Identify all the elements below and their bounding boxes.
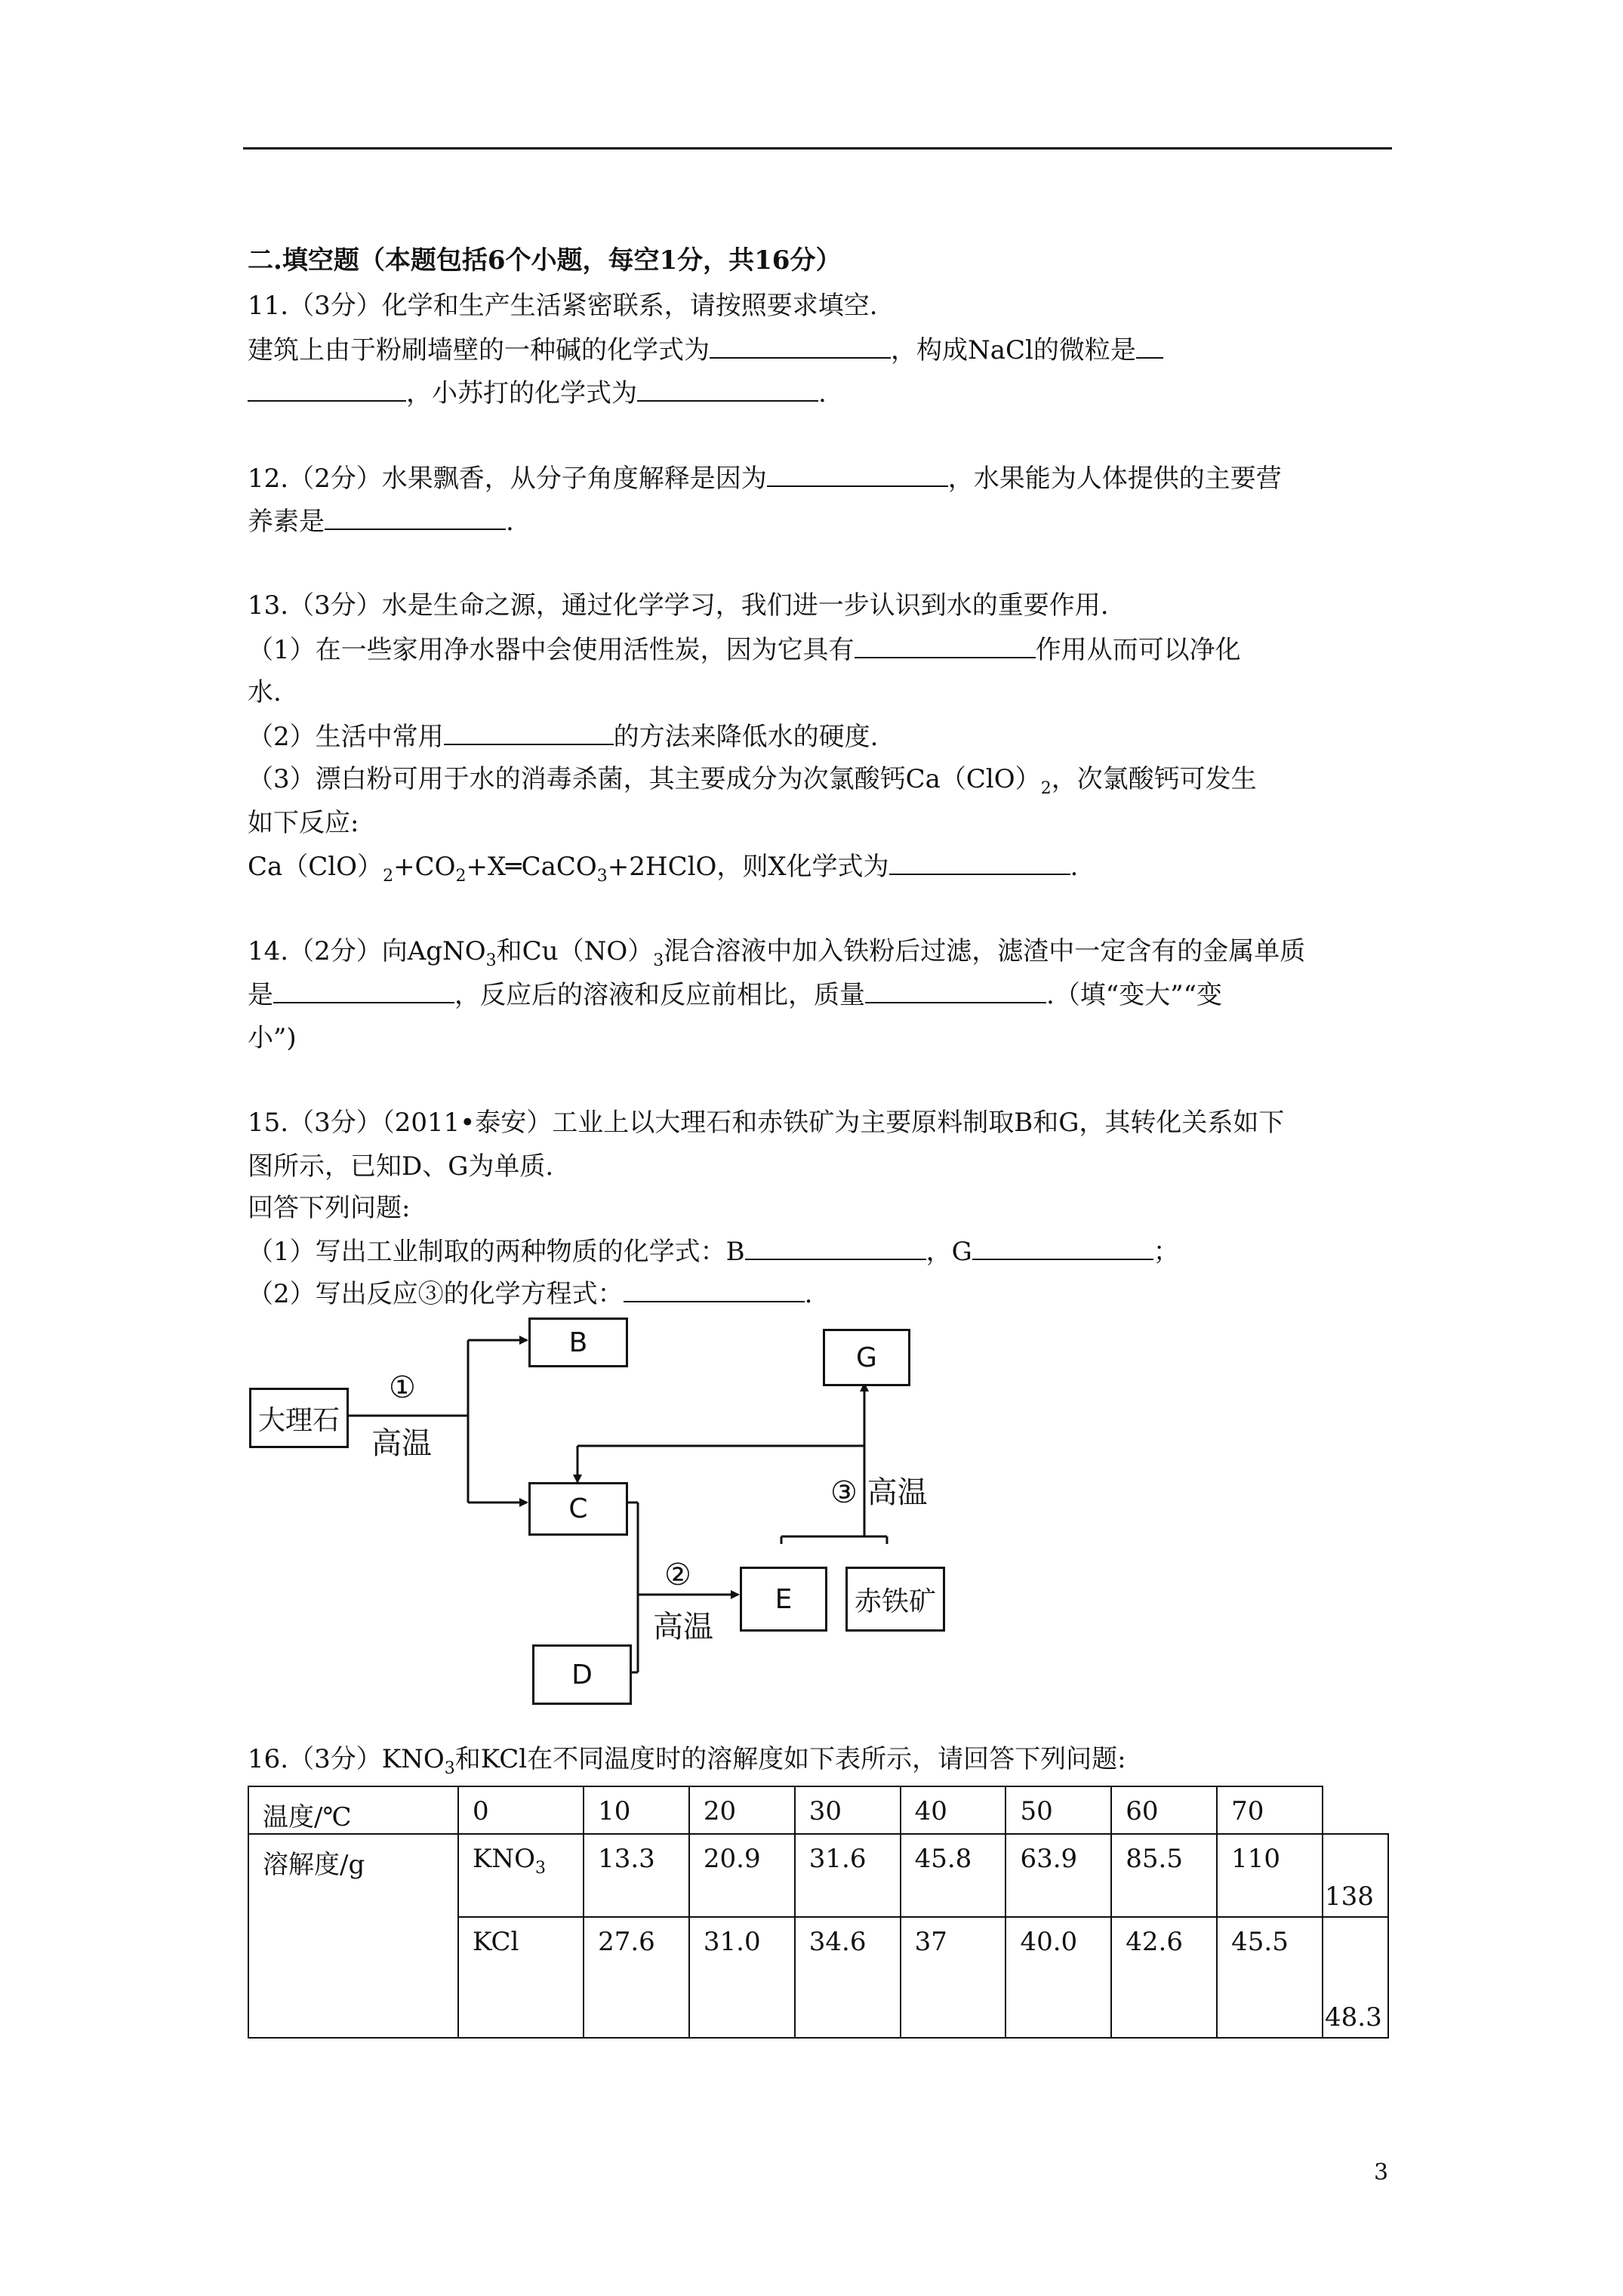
q13-line3: 水.	[248, 677, 282, 707]
subscript: 2	[455, 866, 467, 886]
table-cell: 60	[1111, 1786, 1217, 1834]
subscript: 3	[485, 951, 497, 970]
table-cell: 31.0	[689, 1917, 795, 2038]
node-B: B	[528, 1318, 628, 1367]
q13-line2	[248, 634, 1241, 665]
q16-text: 16.（3分）KNO	[248, 1744, 445, 1774]
reaction-3-label: ③ 高温	[830, 1475, 928, 1510]
q14-line2	[248, 979, 1222, 1010]
node-G: G	[823, 1329, 910, 1386]
table-cell: 20	[689, 1786, 795, 1834]
section-title: 二.填空题（本题包括6个小题，每空1分，共16分）	[248, 245, 842, 276]
table-cell: 45.8	[901, 1834, 1006, 1917]
subscript: 2	[383, 866, 394, 886]
answer-blank[interactable]	[1136, 334, 1163, 359]
q12-text: ，水果能为人体提供的主要营	[947, 464, 1282, 494]
q15-text: （1）写出工业制取的两种物质的化学式：B	[248, 1237, 745, 1267]
q12-line2	[248, 506, 514, 537]
q13-text: （3）漂白粉可用于水的消毒杀菌，其主要成分为次氯酸钙Ca（ClO）	[248, 764, 1041, 794]
q13-text: 的方法来降低水的硬度.	[613, 722, 879, 752]
node-E: E	[740, 1567, 827, 1632]
q12-text: .	[506, 507, 514, 537]
q15-text: （2）写出反应③的化学方程式：	[248, 1279, 624, 1309]
answer-blank[interactable]	[624, 1278, 805, 1302]
table-cell: 34.6	[795, 1917, 901, 2038]
page-number: 3	[1374, 2159, 1389, 2186]
q13-line1: 13.（3分）水是生命之源，通过化学学习，我们进一步认识到水的重要作用.	[248, 590, 1109, 621]
eq-text: +CO	[393, 852, 456, 882]
table-cell: 30	[795, 1786, 901, 1834]
q15-line5	[248, 1278, 812, 1309]
eq-text: Ca（ClO）	[248, 852, 383, 882]
table-cell: 37	[901, 1917, 1006, 2038]
q12-text: 养素是	[248, 507, 325, 537]
table-cell: 63.9	[1006, 1834, 1111, 1917]
eq-text: .	[1070, 852, 1079, 882]
table-cell: 45.5	[1217, 1917, 1323, 2038]
q12-line1	[248, 463, 1282, 494]
eq-text: +2HClO，则X化学式为	[607, 852, 889, 882]
table-row	[248, 1786, 1388, 1834]
answer-blank[interactable]	[745, 1236, 926, 1260]
table-cell: 40.0	[1006, 1917, 1111, 2038]
answer-blank[interactable]	[855, 634, 1036, 658]
table-empty-cell	[1323, 1786, 1388, 1834]
reaction-2-label: ②	[664, 1558, 691, 1592]
answer-blank[interactable]	[767, 463, 948, 487]
q13-text: 作用从而可以净化	[1035, 635, 1241, 665]
q14-line3: 小”)	[248, 1023, 297, 1053]
node-chitiekuang: 赤铁矿	[845, 1567, 945, 1632]
q11-text: ，构成NaCl的微粒是	[891, 335, 1136, 365]
subscript: 2	[1040, 778, 1052, 798]
q13-line6: 如下反应:	[248, 808, 359, 838]
kno3-label: KNO	[473, 1844, 536, 1874]
q15-text: ；	[1153, 1237, 1179, 1267]
reaction-flow-diagram	[242, 1318, 1012, 1695]
subscript: 3	[596, 866, 608, 886]
table-cell: 70	[1217, 1786, 1323, 1834]
q11-line3	[248, 378, 827, 408]
q13-text: ，次氯酸钙可发生	[1051, 764, 1257, 794]
table-cell: 85.5	[1111, 1834, 1217, 1917]
node-D: D	[532, 1644, 632, 1705]
q14-line1	[248, 936, 1305, 976]
q13-line4	[248, 721, 878, 752]
answer-blank[interactable]	[444, 721, 614, 745]
table-cell: 31.6	[795, 1834, 901, 1917]
q15-line4	[248, 1236, 1179, 1267]
table-cell: 50	[1006, 1786, 1111, 1834]
node-C: C	[528, 1482, 628, 1536]
q13-text: （1）在一些家用净水器中会使用活性炭，因为它具有	[248, 635, 855, 665]
table-cell: 20.9	[689, 1834, 795, 1917]
q15-line1: 15.（3分）（2011•泰安）工业上以大理石和赤铁矿为主要原料制取B和G，其转化关系如下	[248, 1108, 1285, 1138]
table-cell	[458, 1834, 584, 1917]
answer-blank[interactable]	[865, 979, 1046, 1003]
node-dalishi: 大理石	[249, 1388, 349, 1448]
eq-text: +X═CaCO	[466, 852, 597, 882]
subscript: 3	[653, 951, 664, 970]
q13-equation	[248, 851, 1078, 892]
q16-text: 和KCl在不同温度时的溶解度如下表所示，请回答下列问题:	[454, 1744, 1126, 1774]
table-cell: 27.6	[584, 1917, 689, 2038]
q15-text: ，G	[925, 1237, 972, 1267]
q14-text: 和Cu（NO）	[496, 936, 654, 966]
q14-text: ，反应后的溶液和反应前相比，质量	[454, 980, 865, 1010]
table-cell: 40	[901, 1786, 1006, 1834]
answer-blank[interactable]	[637, 378, 818, 402]
q11-text: .	[818, 378, 827, 408]
table-cell: 13.3	[584, 1834, 689, 1917]
answer-blank[interactable]	[889, 851, 1070, 875]
q11-text: 建筑上由于粉刷墙壁的一种碱的化学式为	[248, 335, 710, 365]
q14-text: 混合溶液中加入铁粉后过滤，滤渣中一定含有的金属单质	[664, 936, 1306, 966]
table-cell: 0	[458, 1786, 584, 1834]
table-cell: KCl	[458, 1917, 584, 2038]
q14-text: .（填“变大”“变	[1046, 980, 1222, 1010]
subscript: 3	[535, 1858, 547, 1878]
q15-text: .	[804, 1279, 813, 1309]
q13-line5	[248, 764, 1257, 804]
answer-blank[interactable]	[710, 334, 891, 359]
q12-text: 12.（2分）水果飘香，从分子角度解释是因为	[248, 464, 767, 494]
reaction-2-condition: 高温	[653, 1610, 713, 1644]
q11-text: ，小苏打的化学式为	[406, 378, 637, 408]
reaction-1-label: ①	[389, 1370, 416, 1405]
table-cell: 42.6	[1111, 1917, 1217, 2038]
answer-blank[interactable]	[273, 979, 454, 1003]
q15-line2: 图所示，已知D、G为单质.	[248, 1151, 554, 1182]
table-header-cell: 温度/℃	[248, 1786, 458, 1834]
q14-text: 是	[248, 980, 273, 1010]
q11-line1: 11.（3分）化学和生产生活紧密联系，请按照要求填空.	[248, 291, 878, 321]
q14-text: 14.（2分）向AgNO	[248, 936, 486, 966]
q13-text: （2）生活中常用	[248, 722, 444, 752]
table-cell: 110	[1217, 1834, 1323, 1917]
table-cell: 138	[1323, 1834, 1388, 1917]
subscript: 3	[444, 1758, 455, 1778]
answer-blank[interactable]	[972, 1236, 1153, 1260]
header-rule	[243, 147, 1392, 149]
answer-blank[interactable]	[325, 506, 506, 530]
q15-line3: 回答下列问题:	[248, 1193, 411, 1223]
table-row	[248, 1834, 1388, 1917]
solubility-table	[248, 1786, 1389, 2039]
q11-line2	[248, 334, 1163, 365]
table-cell: 10	[584, 1786, 689, 1834]
answer-blank[interactable]	[248, 378, 406, 402]
table-row-label: 溶解度/g	[248, 1834, 458, 2038]
q16-line1	[248, 1744, 1126, 1784]
reaction-1-condition: 高温	[371, 1426, 432, 1461]
table-cell: 48.3	[1323, 1917, 1388, 2038]
